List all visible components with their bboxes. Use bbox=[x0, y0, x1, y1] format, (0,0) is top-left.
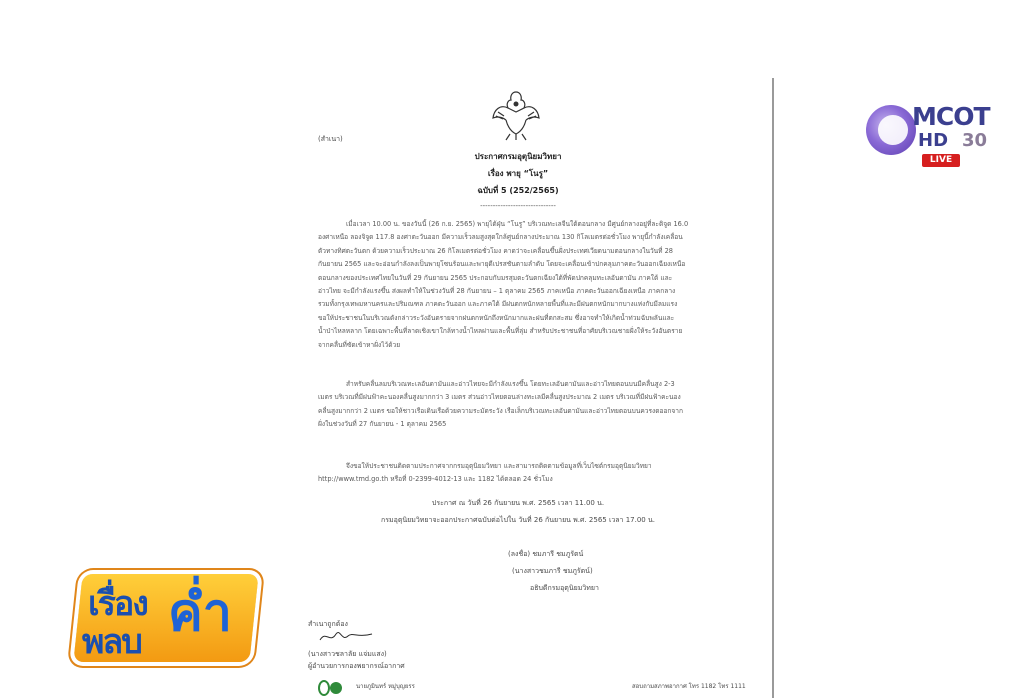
signature-line: (ลงชื่อ) ชมภารี ชมภูรัตน์ bbox=[508, 550, 584, 558]
live-badge: LIVE bbox=[922, 154, 960, 167]
program-logo-line-3: ค่ำ bbox=[168, 583, 229, 643]
paragraph-line: เมื่อเวลา 10.00 น. ของวันนี้ (26 ก.ย. 2565) พายุไต้ฝุ่น “โนรู” บริเวณทะเลจีนใต้ตอนกลาง มีศูนย์กลางอยู่ที่ละติจูด 16.0 bbox=[346, 220, 689, 228]
signer-title: อธิบดีกรมอุตุนิยมวิทยา bbox=[530, 584, 599, 592]
handwritten-signature-icon bbox=[318, 626, 374, 646]
document-paragraph-3 bbox=[318, 460, 728, 487]
paragraph-line: รวมทั้งกรุงเทพมหานครและปริมณฑล ภาคตะวันออก และภาคใต้ มีฝนตกหนักหลายพื้นที่และมีฝนตกหนักมากบางแห่งกับมีลมแรง bbox=[318, 300, 678, 309]
mcot-channel-number: 30 bbox=[962, 130, 988, 151]
document-copy-label: (สำเนา) bbox=[318, 135, 343, 143]
tmd-logo-icon bbox=[318, 678, 344, 698]
paragraph-line: อ่าวไทย จะมีกำลังแรงขึ้น ส่งผลทำให้ในช่วงวันที่ 28 กันยายน – 1 ตุลาคม 2565 ภาคเหนือ ภาคตะวันออกเฉียงเหนือ ภาคกลาง bbox=[318, 287, 676, 296]
garuda-emblem-icon bbox=[490, 86, 542, 142]
paragraph-line: คลื่นสูงมากกว่า 2 เมตร ขอให้ชาวเรือเดินเรือด้วยความระมัดระวัง เรือเล็กบริเวณทะเลอันดามันและอ่าวไทยตอนบนควรงดออกจาก bbox=[318, 406, 683, 415]
paragraph-line: ขอให้ประชาชนในบริเวณดังกล่าวระวังอันตรายจากฝนตกหนักถึงหนักมากและฝนที่ตกสะสม ซึ่งอาจทำให้เกิดน้ำท่วมฉับพลันและ bbox=[318, 313, 675, 322]
next-issue-notice: กรมอุตุนิยมวิทยาจะออกประกาศฉบับต่อไปใน วันที่ 26 กันยายน พ.ศ. 2565 เวลา 17.00 น. bbox=[381, 516, 655, 524]
paragraph-line: ตัวทางทิศตะวันตก ด้วยความเร็วประมาณ 26 กิโลเมตรต่อชั่วโมง คาดว่าจะเคลื่อนขึ้นฝั่งประเทศเวียดนามตอนกลางในวันที่ 28 bbox=[318, 246, 674, 255]
document-separator: ------------------------------ bbox=[480, 202, 556, 210]
mcot-ring-icon bbox=[866, 105, 916, 155]
announcement-datetime: ประกาศ ณ วันที่ 26 กันยายน พ.ศ. 2565 เวลา 11.00 น. bbox=[431, 499, 605, 507]
tmd-announcement-document bbox=[262, 78, 774, 698]
mcot-brand-text: MCOT bbox=[912, 102, 990, 131]
paragraph-line: จากคลื่นที่ซัดเข้าหาฝั่งไว้ด้วย bbox=[318, 340, 401, 349]
certifier-name: (นางสาวชลาลัย แจ่มแสง) bbox=[308, 650, 387, 658]
mcot-hd-text: HD bbox=[918, 130, 949, 151]
certified-copy-label: สำเนาถูกต้อง bbox=[308, 620, 348, 628]
paragraph-line: เมตร บริเวณที่มีฝนฟ้าคะนองคลื่นสูงมากกว่า 3 เมตร ส่วนอ่าวไทยตอนล่างทะเลมีคลื่นสูงประมาณ 2 เมตร บริเวณที่มีฝนฟ้าคะนอง bbox=[318, 393, 681, 402]
paragraph-line: กันยายน 2565 และจะอ่อนกำลังลงเป็นพายุโซนร้อนและพายุดีเปรสชันตามลำดับ โดยจะเคลื่อนเข้าปกคลุมภาคตะวันออกเฉียงเหนือ bbox=[318, 260, 686, 269]
paragraph-line: ฝั่งในช่วงวันที่ 27 กันยายน - 1 ตุลาคม 2565 bbox=[318, 420, 447, 429]
paragraph-line: จึงขอให้ประชาชนติดตามประกาศจากกรมอุตุนิยมวิทยา และสามารถติดตามข้อมูลที่เว็บไซต์กรมอุตุนิยมวิทยา bbox=[346, 462, 652, 470]
certifier-title: ผู้อำนวยการกองพยากรณ์อากาศ bbox=[308, 662, 405, 670]
program-logo-line-1: เรื่อง bbox=[88, 584, 147, 624]
document-issue-number: ฉบับที่ 5 (252/2565) bbox=[477, 186, 559, 195]
paragraph-line: http://www.tmd.go.th หรือที่ 0-2399-4012-13 และ 1182 ได้ตลอด 24 ชั่วโมง bbox=[318, 475, 553, 484]
paragraph-line: สำหรับคลื่นลมบริเวณทะเลอันดามันและอ่าวไทยจะมีกำลังแรงขึ้น โดยทะเลอันดามันและอ่าวไทยตอนบนมีคลื่นสูง 2-3 bbox=[346, 380, 675, 388]
signer-name: (นางสาวชมภารี ชมภูรัตน์) bbox=[512, 567, 593, 575]
document-paragraph-1 bbox=[318, 218, 728, 352]
program-logo-line-2: พลบ bbox=[82, 622, 141, 662]
paragraph-line: ตอนกลางของประเทศไทยในวันที่ 29 กันยายน 2565 ประกอบกับมรสุมตะวันตกเฉียงใต้ที่พัดปกคลุมทะเลอันดามัน ภาคใต้ และ bbox=[318, 273, 673, 282]
program-logo bbox=[70, 552, 260, 664]
document-subject: เรื่อง พายุ “โนรู” bbox=[487, 169, 549, 178]
document-paragraph-2 bbox=[318, 378, 728, 432]
footer-contact-name: นายภูมินทร์ หมู่บุญยรร bbox=[356, 683, 415, 690]
paragraph-line: น้ำป่าไหลหลาก โดยเฉพาะพื้นที่ลาดเชิงเขาใกล้ทางน้ำไหลผ่านและพื้นที่ลุ่ม สำหรับประชาชนที่อาศัยบริเวณชายฝั่งให้ระวังอันตราย bbox=[318, 327, 683, 336]
document-title: ประกาศกรมอุตุนิยมวิทยา bbox=[474, 152, 562, 161]
paragraph-line: องศาเหนือ ลองจิจูด 117.8 องศาตะวันออก มีความเร็วลมสูงสุดใกล้ศูนย์กลางประมาณ 130 กิโลเมตรต่อชั่วโมง พายุนี้กำลังเคลื่อน bbox=[318, 233, 683, 242]
footer-hotline: สอบถามสภาพอากาศ โทร 1182 โทร 1111 bbox=[632, 683, 746, 690]
mcot-hd30-live-logo bbox=[866, 102, 1016, 168]
